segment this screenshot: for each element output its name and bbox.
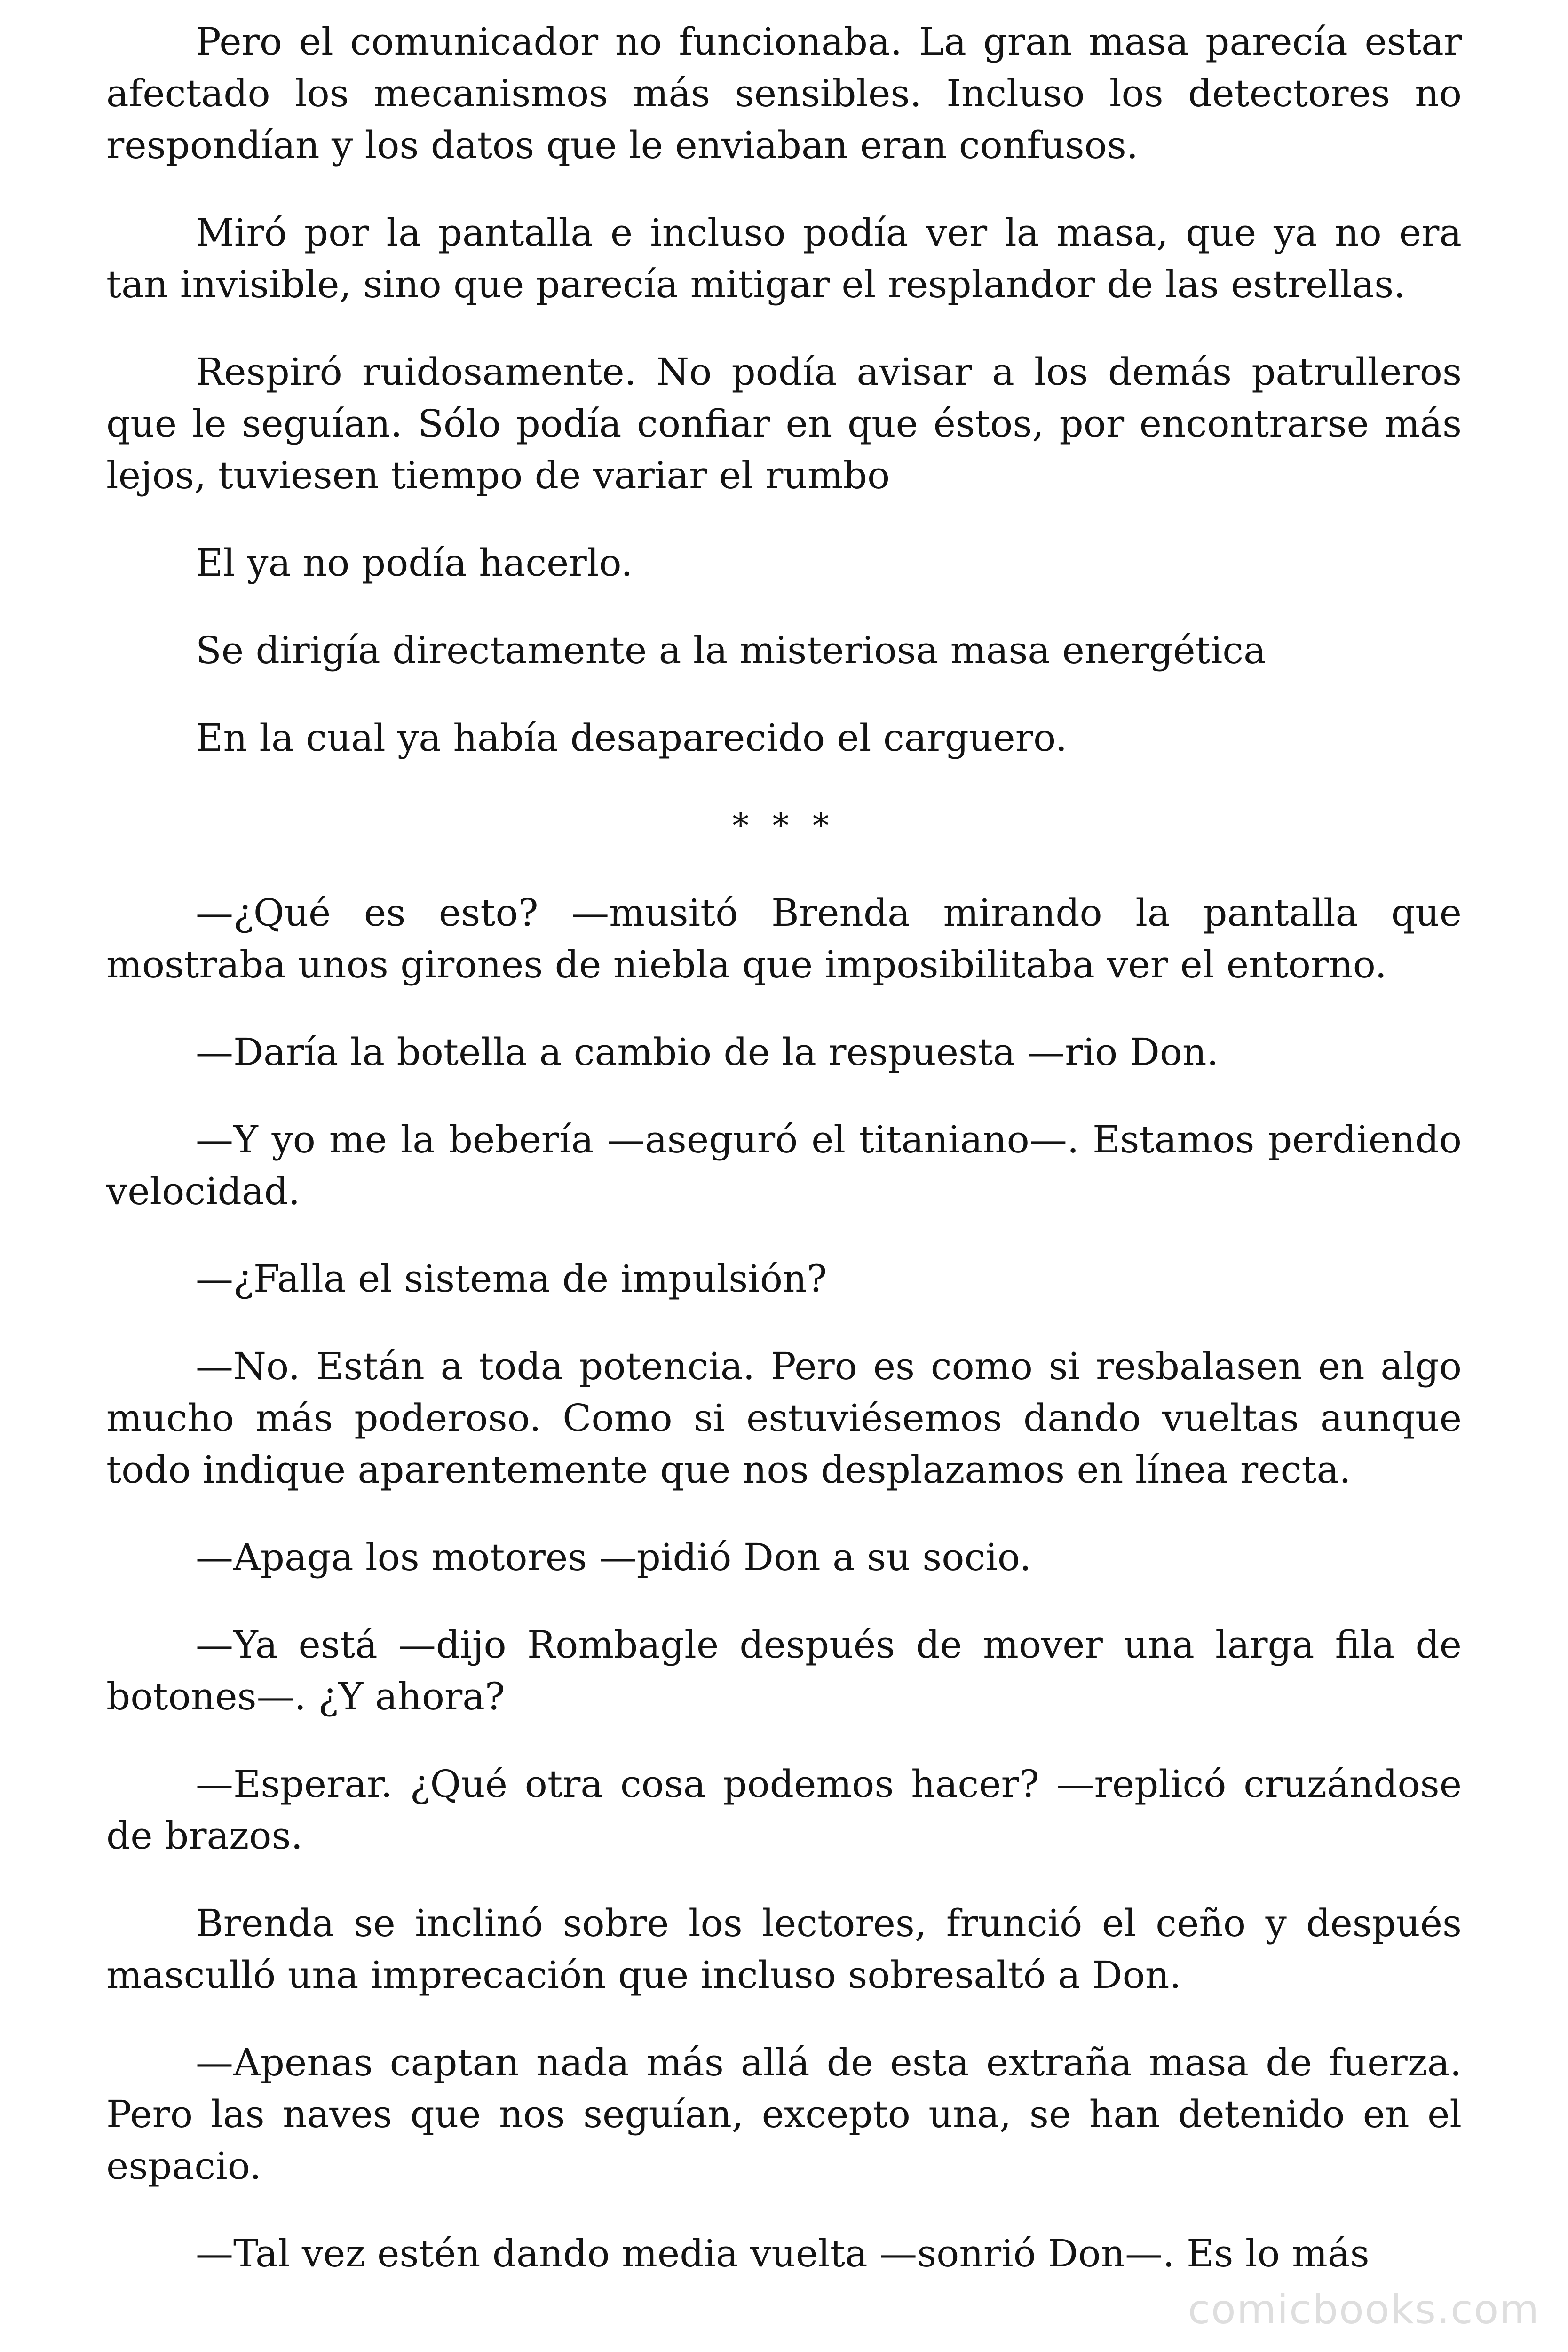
paragraph: —Ya está —dijo Rombagle después de mover una larga fila de botones—. ¿Y ahora? [106,1623,1462,1718]
paragraph: En la cual ya había desaparecido el carguero. [196,716,1068,760]
paragraph: —¿Qué es esto? —musitó Brenda mirando la pantalla que mostraba unos girones de niebla que imposibilitaba ver el entorno. [106,891,1462,986]
paragraph: —Apenas captan nada más allá de esta extraña masa de fuerza. Pero las naves que nos seguían, excepto una, se han detenido en el espacio. [106,2041,1462,2188]
paragraph: Brenda se inclinó sobre los lectores, frunció el ceño y después masculló una imprecación que incluso sobresaltó a Don. [106,1901,1462,1997]
paragraph: —No. Están a toda potencia. Pero es como si resbalasen en algo mucho más poderoso. Como si estuviésemos dando vueltas aunque todo indique aparentemente que nos desplazamos en línea recta. [106,1344,1462,1492]
paragraph: —Tal vez estén dando media vuelta —sonrió Don—. Es lo más [196,2232,1370,2275]
paragraph: —Apaga los motores —pidió Don a su socio. [196,1535,1032,1579]
paragraph: Miró por la pantalla e incluso podía ver la masa, que ya no era tan invisible, sino que parecía mitigar el resplandor de las estrellas. [106,211,1462,306]
paragraph: —¿Falla el sistema de impulsión? [196,1257,827,1301]
paragraph: —Esperar. ¿Qué otra cosa podemos hacer? —replicó cruzándose de brazos. [106,1762,1462,1858]
paragraph: —Daría la botella a cambio de la respuesta —rio Don. [196,1030,1219,1074]
scene-separator: * * * [732,806,836,845]
paragraph: Se dirigía directamente a la misteriosa masa energética [196,628,1266,672]
paragraph: Pero el comunicador no funcionaba. La gran masa parecía estar afectado los mecanismos más sensibles. Incluso los detectores no respondían y los datos que le enviaban eran confusos. [106,20,1462,167]
watermark: comicbooks.com [1188,2286,1540,2333]
paragraph: El ya no podía hacerlo. [196,541,633,585]
paragraph: Respiró ruidosamente. No podía avisar a los demás patrulleros que le seguían. Sólo podía confiar en que éstos, por encontrarse más lejos, tuviesen tiempo de variar el rumbo [106,350,1462,497]
paragraph: —Y yo me la bebería —aseguró el titaniano—. Estamos perdiendo velocidad. [106,1118,1462,1213]
book-page [106,16,1462,2315]
